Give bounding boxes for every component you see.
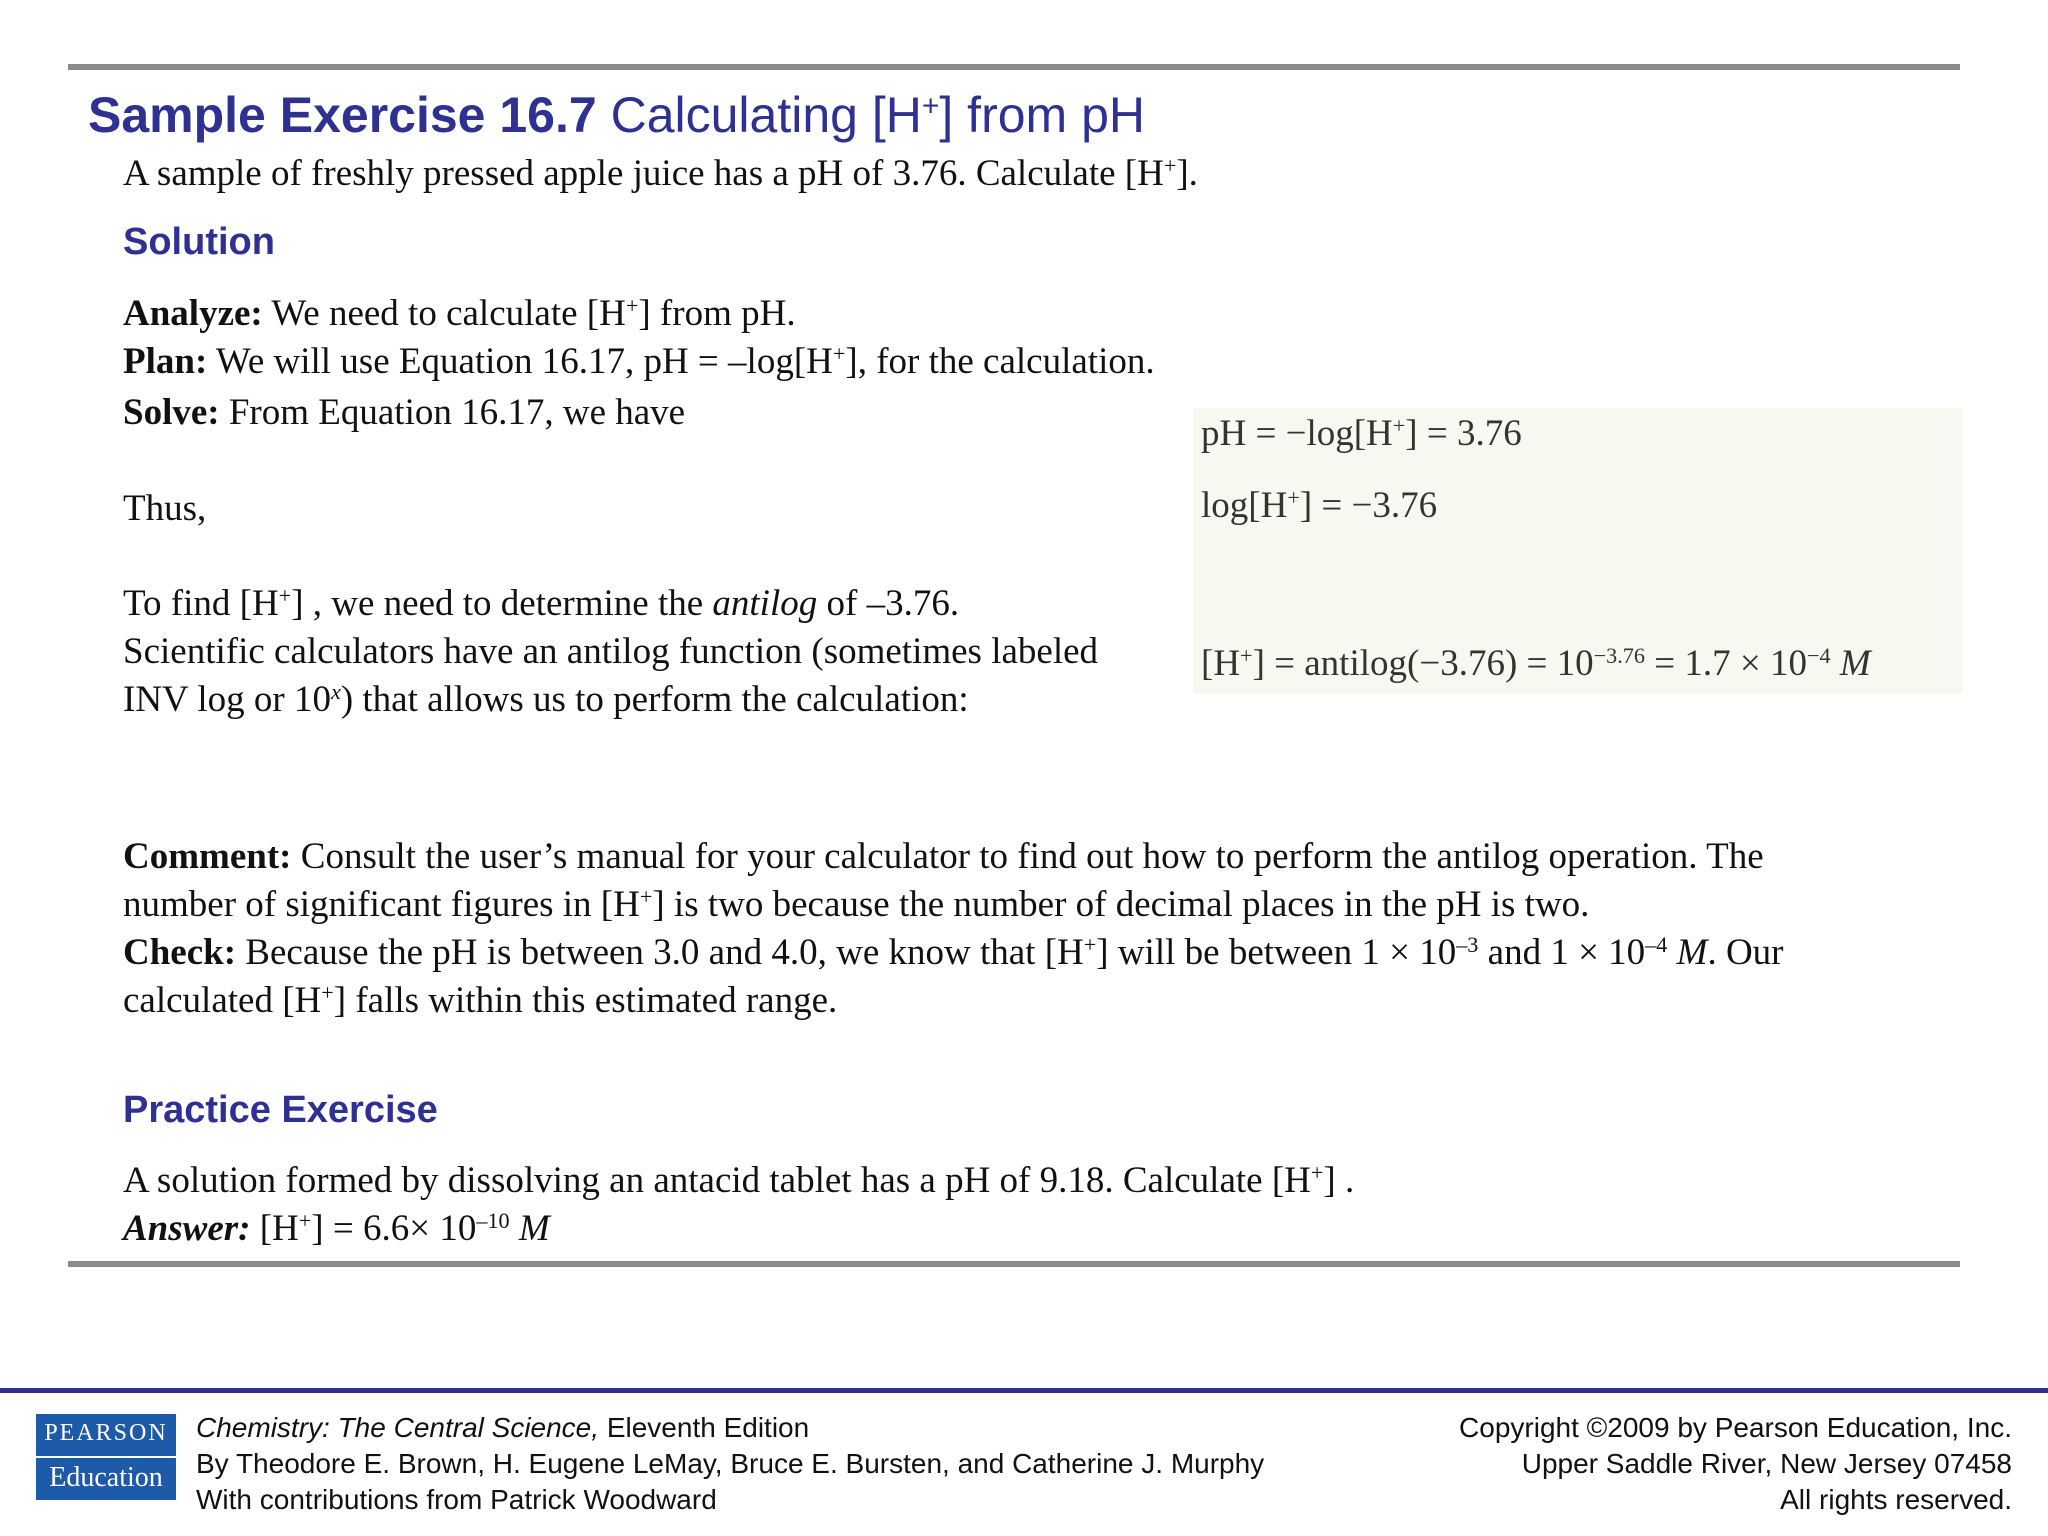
footer-contributions: With contributions from Patrick Woodward <box>196 1484 717 1515</box>
check-line-2: calculated [H+] falls within this estimated range. <box>123 979 838 1021</box>
footer-book: Chemistry: The Central Science, Eleventh Edition <box>196 1412 810 1443</box>
footer-bar <box>0 1388 2048 1393</box>
page-title: Sample Exercise 16.7 Calculating [H+] from pH <box>88 87 1145 143</box>
top-rule <box>68 64 1960 70</box>
equation-log: log[H+] = −3.76 <box>1201 484 1438 526</box>
comment-line-2: number of significant figures in [H+] is two because the number of decimal places in the pH is two. <box>123 883 1590 925</box>
footer-copyright: Copyright ©2009 by Pearson Education, Inc. <box>1459 1412 2012 1443</box>
antilog-line-3: INV log or 10$^x$) that allows us to perform the calculation: <box>123 678 969 720</box>
analyze-line: Analyze: We need to calculate [H+] from pH. <box>123 292 796 334</box>
pearson-logo: PEARSON Education <box>36 1414 176 1500</box>
footer-authors: By Theodore E. Brown, H. Eugene LeMay, Bruce E. Bursten, and Catherine J. Murphy <box>196 1448 1265 1479</box>
solve-line: Solve: From Equation 16.17, we have <box>123 392 686 433</box>
practice-problem: A solution formed by dissolving an antacid tablet has a pH of 9.18. Calculate [H+] . <box>123 1159 1355 1201</box>
problem-statement: A sample of freshly pressed apple juice has a pH of 3.76. Calculate [H+]. <box>123 152 1198 194</box>
solution-heading: Solution <box>123 221 275 263</box>
equation-panel <box>1193 408 1963 694</box>
check-line-1: Check: Because the pH is between 3.0 and 4.0, we know that [H+] will be between $1 \times 10^{-3}$ and $1 \times 10^{-4}$ M. Our <box>123 931 1784 973</box>
bottom-rule <box>68 1261 1960 1267</box>
practice-answer: Answer: $[H^+] = 6.6\times 10^{-10}$ M <box>123 1207 550 1249</box>
equation-antilog: [H+] = antilog(−3.76) = $10^{-3.76} = 1.7 \times 10^{-4}$ M <box>1201 642 1871 684</box>
antilog-line-2: Scientific calculators have an antilog function (sometimes labeled <box>123 631 1099 672</box>
practice-heading: Practice Exercise <box>123 1089 438 1131</box>
thus-line: Thus, <box>123 488 207 529</box>
antilog-line-1: To find [H+] , we need to determine the antilog of –3.76. <box>123 582 960 624</box>
plan-line: Plan: We will use Equation 16.17, pH = –log[H+], for the calculation. <box>123 340 1155 382</box>
equation-ph: pH = −log[H+] = 3.76 <box>1201 412 1522 454</box>
footer-address: Upper Saddle River, New Jersey 07458 <box>1521 1448 2012 1479</box>
comment-line-1: Comment: Consult the user’s manual for your calculator to find out how to perform the antilog operation. The <box>123 836 1764 877</box>
footer-rights: All rights reserved. <box>1780 1484 2012 1515</box>
